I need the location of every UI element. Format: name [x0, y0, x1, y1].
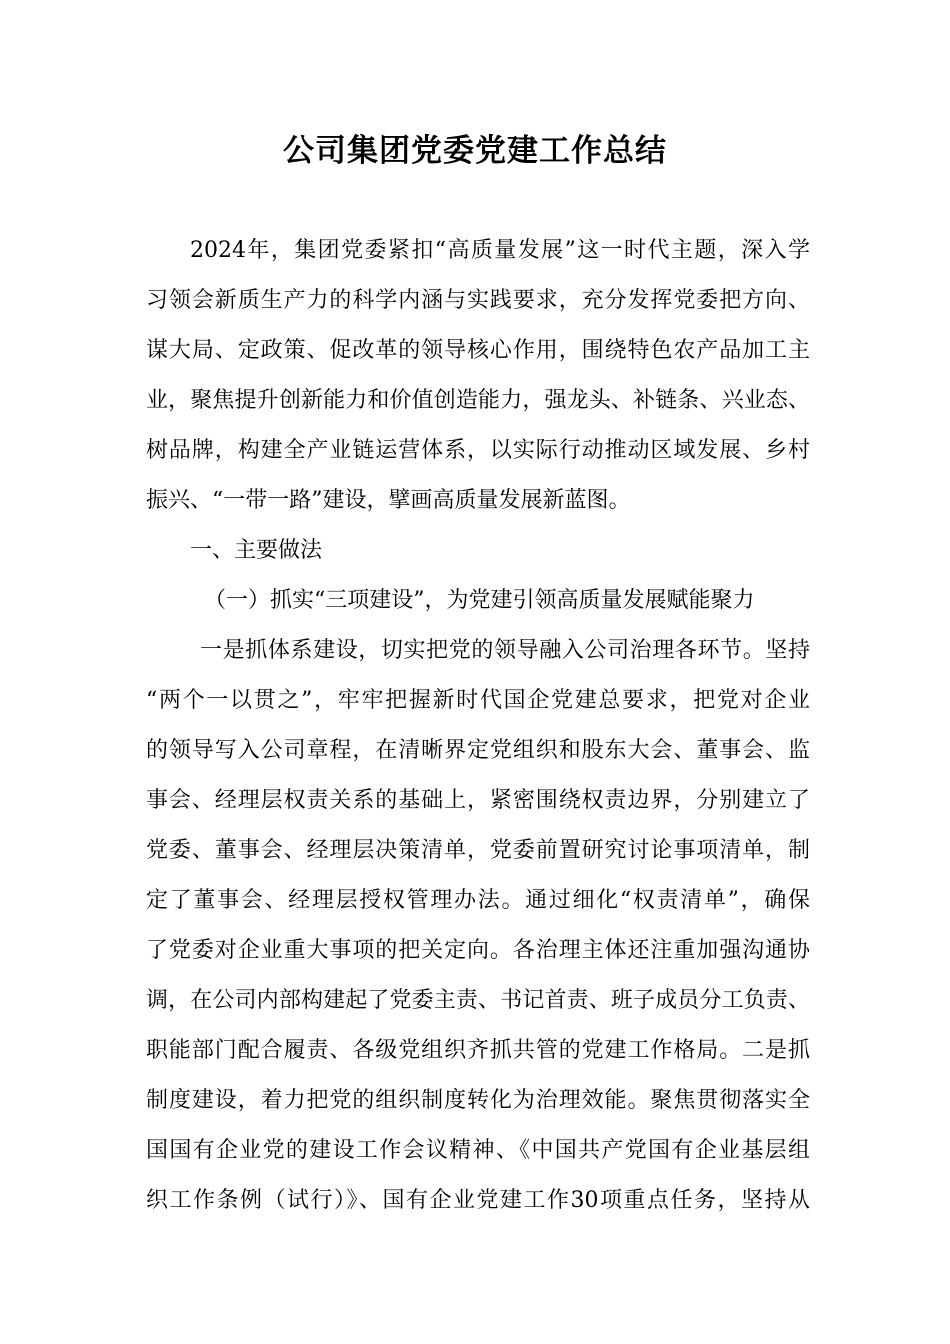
document-body	[146, 226, 810, 1226]
body-line: 了党委对企业重大事项的把关定向。各治理主体还注重加强沟通协	[146, 938, 810, 963]
body-line: 的领导写入公司章程，在清晰界定党组织和股东大会、董事会、监	[146, 738, 810, 763]
body-line: 业，聚焦提升创新能力和价值创造能力，强龙头、补链条、兴业态、	[146, 388, 810, 413]
body-line: 2024年，集团党委紧扣“高质量发展”这一时代主题，深入学	[190, 238, 810, 263]
body-line: 制度建设，着力把党的组织制度转化为治理效能。聚焦贯彻落实全	[146, 1088, 810, 1113]
body-line: 国国有企业党的建设工作会议精神、《中国共产党国有企业基层组	[146, 1138, 810, 1163]
body-line: 职能部门配合履责、各级党组织齐抓共管的党建工作格局。二是抓	[146, 1038, 810, 1063]
body-line: 振兴、“一带一路”建设，擘画高质量发展新蓝图。	[146, 488, 631, 513]
body-line: 调，在公司内部构建起了党委主责、书记首责、班子成员分工负责、	[146, 988, 810, 1013]
subsection-heading: （一）抓实“三项建设”，为党建引领高质量发展赋能聚力	[204, 588, 755, 613]
body-line: “两个一以贯之”，牢牢把握新时代国企党建总要求，把党对企业	[146, 688, 810, 713]
body-line: 一是抓体系建设，切实把党的领导融入公司治理各环节。坚持	[200, 638, 810, 663]
body-line: 事会、经理层权责关系的基础上，紧密围绕权责边界，分别建立了	[146, 788, 810, 813]
body-line: 定了董事会、经理层授权管理办法。通过细化“权责清单”，确保	[146, 888, 810, 913]
document-title: 公司集团党委党建工作总结	[283, 133, 667, 169]
body-line: 党委、董事会、经理层决策清单，党委前置研究讨论事项清单，制	[146, 838, 810, 863]
body-line: 织工作条例（试行）》、国有企业党建工作30项重点任务，坚持从	[146, 1188, 810, 1213]
body-line: 谋大局、定政策、促改革的领导核心作用，围绕特色农产品加工主	[146, 338, 810, 363]
body-line: 树品牌，构建全产业链运营体系，以实际行动推动区域发展、乡村	[146, 438, 810, 463]
section-heading: 一、主要做法	[190, 538, 323, 563]
body-line: 习领会新质生产力的科学内涵与实践要求，充分发挥党委把方向、	[146, 288, 810, 313]
